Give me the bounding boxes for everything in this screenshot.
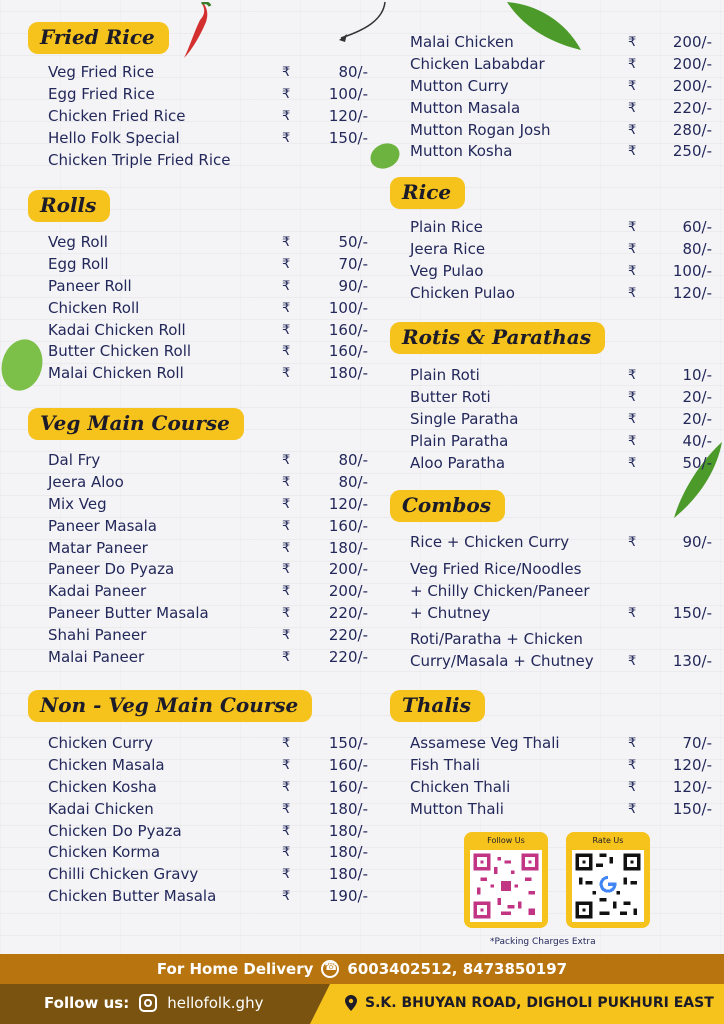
item-price: 100/-: [672, 261, 712, 280]
menu-item: [48, 84, 368, 106]
item-price: 80/-: [338, 472, 368, 491]
item-list: [390, 32, 712, 163]
menu-item: [410, 76, 712, 98]
item-name: Jeera Aloo: [48, 472, 124, 491]
item-price: 120/-: [672, 283, 712, 302]
currency-symbol: ₹: [282, 779, 291, 795]
menu-item: [410, 559, 712, 625]
item-name: Chicken Thali: [410, 777, 511, 796]
item-price: 180/-: [328, 843, 368, 862]
item-price: 220/-: [328, 626, 368, 645]
item-name: Egg Fried Rice: [48, 84, 155, 103]
menu-item: [410, 120, 712, 142]
currency-symbol: ₹: [282, 736, 291, 751]
currency-symbol: ₹: [282, 108, 291, 124]
item-name: Fish Thali: [410, 755, 480, 774]
item-price: 70/-: [338, 254, 368, 273]
item-price: 130/-: [672, 651, 712, 670]
currency-symbol: ₹: [282, 518, 291, 534]
delivery-phones[interactable]: 6003402512, 8473850197: [347, 960, 568, 978]
menu-item: [410, 733, 712, 755]
item-price: 200/-: [328, 582, 368, 601]
item-name: Paneer Masala: [48, 516, 157, 535]
location-pin-icon: [345, 995, 357, 1011]
currency-symbol: ₹: [628, 433, 637, 449]
menu-item: [410, 365, 712, 387]
menu-item: [410, 261, 712, 283]
menu-item: [410, 32, 712, 54]
menu-item: [48, 450, 368, 472]
item-price: 160/-: [328, 516, 368, 535]
item-list: [390, 217, 712, 305]
item-price: 120/-: [328, 106, 368, 125]
section-rolls: [28, 190, 368, 385]
menu-item: [410, 283, 712, 305]
currency-symbol: ₹: [628, 779, 637, 795]
item-price: 120/-: [672, 755, 712, 774]
address-text: S.K. BHUYAN ROAD, DIGHOLI PUKHURI EAST: [365, 995, 714, 1011]
item-price: 80/-: [338, 451, 368, 469]
currency-symbol: ₹: [282, 562, 291, 578]
item-price: 150/-: [328, 734, 368, 752]
item-price: 200/-: [672, 76, 712, 95]
menu-item: [48, 106, 368, 128]
section-title: Veg Main Course: [28, 408, 244, 440]
item-price: 100/-: [328, 84, 368, 103]
currency-symbol: ₹: [282, 496, 291, 512]
menu-item: [48, 842, 368, 864]
menu-item: [48, 603, 368, 625]
menu-item: [410, 239, 712, 261]
menu-item: [48, 625, 368, 647]
menu-item: [48, 864, 368, 886]
currency-symbol: ₹: [282, 584, 291, 600]
currency-symbol: ₹: [628, 122, 637, 138]
menu-item: [410, 387, 712, 409]
item-name: Paneer Do Pyaza: [48, 560, 175, 579]
menu-item: [410, 217, 712, 239]
currency-symbol: ₹: [282, 256, 291, 272]
item-name: Chicken Do Pyaza: [48, 821, 182, 840]
item-name: Malai Chicken: [410, 33, 514, 51]
phone-icon: [321, 960, 339, 978]
qr-caption: Follow Us: [487, 836, 525, 845]
item-price: 180/-: [328, 364, 368, 383]
currency-symbol: ₹: [628, 35, 637, 50]
section-title: Fried Rice: [28, 22, 169, 54]
delivery-bar: [0, 954, 724, 984]
item-price: 90/-: [682, 533, 712, 551]
item-name: Mutton Masala: [410, 98, 521, 117]
item-name: Egg Roll: [48, 254, 109, 273]
menu-item: [48, 733, 368, 755]
currency-symbol: ₹: [628, 605, 637, 621]
item-name: Mutton Rogan Josh: [410, 120, 551, 139]
currency-symbol: ₹: [628, 736, 637, 751]
menu-item: [410, 141, 712, 163]
section-title: Rotis & Parathas: [390, 322, 605, 354]
currency-symbol: ₹: [282, 801, 291, 817]
menu-item: [410, 532, 712, 554]
google-rating-qr-card[interactable]: [566, 832, 650, 928]
item-name: Assamese Veg Thali: [410, 734, 560, 752]
menu-item: [410, 777, 712, 799]
menu-item: [48, 150, 358, 172]
currency-symbol: ₹: [628, 100, 637, 116]
item-name: Aloo Paratha: [410, 453, 506, 472]
currency-symbol: ₹: [628, 801, 637, 817]
qr-caption: Rate Us: [592, 836, 624, 845]
item-price: 50/-: [682, 453, 712, 472]
menu-item: [410, 755, 712, 777]
instagram-qr-card[interactable]: [464, 832, 548, 928]
item-price: 80/-: [338, 63, 368, 81]
menu-item: [48, 516, 368, 538]
menu-item: [410, 799, 712, 821]
currency-symbol: ₹: [282, 366, 291, 382]
item-price: 250/-: [672, 142, 712, 161]
item-list: [390, 733, 712, 821]
currency-symbol: ₹: [628, 535, 637, 550]
item-price: 200/-: [672, 54, 712, 73]
item-name: Chicken Triple Fried Rice: [48, 150, 231, 169]
menu-item: [48, 128, 368, 150]
item-price: 280/-: [672, 120, 712, 139]
item-name: Malai Chicken Roll: [48, 364, 184, 383]
item-name: Plain Roti: [410, 366, 480, 384]
section-veg-main-course: [28, 408, 368, 669]
section-thalis: [390, 690, 712, 821]
item-price: 150/-: [672, 799, 712, 818]
packing-charges-note: *Packing Charges Extra: [490, 937, 596, 947]
item-name: Chicken Curry: [48, 734, 153, 752]
currency-symbol: ₹: [628, 757, 637, 773]
menu-item: [48, 799, 368, 821]
item-name: Plain Paratha: [410, 431, 509, 450]
item-price: 220/-: [328, 648, 368, 667]
follow-label: Follow us:: [44, 994, 130, 1012]
currency-symbol: ₹: [628, 78, 637, 94]
item-price: 160/-: [328, 755, 368, 774]
social-follow: [44, 994, 263, 1012]
item-price: 150/-: [672, 603, 712, 622]
item-name: Paneer Roll: [48, 276, 132, 295]
menu-item: [410, 629, 712, 673]
item-name-line: + Chutney: [410, 603, 491, 622]
currency-symbol: ₹: [282, 867, 291, 883]
item-name: Matar Paneer: [48, 538, 148, 557]
item-name: Chicken Kosha: [48, 777, 157, 796]
item-name: Butter Roti: [410, 387, 491, 406]
item-price: 90/-: [338, 276, 368, 295]
section-fried-rice: [28, 22, 368, 171]
menu-item: [410, 453, 712, 475]
menu-item: [410, 431, 712, 453]
item-name: Single Paratha: [410, 409, 519, 428]
item-name: Rice + Chicken Curry: [410, 533, 570, 551]
item-name: Plain Rice: [410, 218, 483, 236]
item-list: [28, 450, 368, 669]
item-name: Kadai Chicken Roll: [48, 320, 186, 339]
currency-symbol: ₹: [282, 300, 291, 316]
item-price: 180/-: [328, 865, 368, 884]
item-price: 220/-: [672, 98, 712, 117]
currency-symbol: ₹: [282, 845, 291, 861]
item-name: Mutton Kosha: [410, 142, 513, 161]
item-name: Malai Paneer: [48, 648, 145, 667]
instagram-qr-code-icon: [470, 850, 542, 922]
menu-item: [48, 494, 368, 516]
item-price: 70/-: [682, 734, 712, 752]
section-non-veg-continued: [390, 32, 712, 163]
currency-symbol: ₹: [282, 86, 291, 102]
currency-symbol: ₹: [628, 389, 637, 405]
menu-item: [48, 559, 368, 581]
section-combos: [390, 490, 712, 673]
menu-item: [48, 276, 368, 298]
item-name: Chilli Chicken Gravy: [48, 865, 199, 884]
section-title: Rolls: [28, 190, 110, 222]
item-price: 220/-: [328, 604, 368, 623]
currency-symbol: ₹: [628, 653, 637, 669]
section-title: Combos: [390, 490, 505, 522]
item-name: Hello Folk Special: [48, 128, 180, 147]
item-name: Shahi Paneer: [48, 626, 147, 645]
item-price: 160/-: [328, 777, 368, 796]
item-price: 180/-: [328, 821, 368, 840]
menu-item: [48, 755, 368, 777]
currency-symbol: ₹: [282, 130, 291, 146]
menu-item: [48, 886, 368, 908]
menu-item: [48, 232, 368, 254]
currency-symbol: ₹: [628, 285, 637, 301]
currency-symbol: ₹: [282, 823, 291, 839]
currency-symbol: ₹: [628, 455, 637, 471]
item-price: 160/-: [328, 342, 368, 361]
menu-item: [48, 538, 368, 560]
item-list: [28, 733, 368, 908]
currency-symbol: ₹: [282, 453, 291, 468]
currency-symbol: ₹: [282, 889, 291, 905]
item-name: Paneer Butter Masala: [48, 604, 209, 623]
menu-item: [410, 54, 712, 76]
menu-item: [48, 821, 368, 843]
menu-item: [48, 341, 368, 363]
item-name-line: Roti/Paratha + Chicken: [410, 629, 583, 648]
section-title: Thalis: [390, 690, 485, 722]
menu-item: [410, 409, 712, 431]
item-name: Mutton Curry: [410, 76, 509, 95]
item-price: 80/-: [682, 239, 712, 258]
currency-symbol: ₹: [282, 474, 291, 490]
item-name-line: Curry/Masala + Chutney: [410, 651, 594, 670]
item-name-line: + Chilly Chicken/Paneer: [410, 581, 590, 600]
item-name: Veg Roll: [48, 233, 108, 251]
item-price: 120/-: [328, 494, 368, 513]
item-price: 50/-: [338, 233, 368, 251]
section-rotis-parathas: [390, 322, 712, 474]
currency-symbol: ₹: [282, 650, 291, 666]
currency-symbol: ₹: [282, 540, 291, 556]
item-price: 100/-: [328, 298, 368, 317]
currency-symbol: ₹: [282, 322, 291, 338]
item-name: Butter Chicken Roll: [48, 342, 192, 361]
item-name: Mix Veg: [48, 494, 107, 513]
item-name: Jeera Rice: [410, 239, 486, 258]
currency-symbol: ₹: [628, 411, 637, 427]
google-qr-code-icon: [572, 850, 644, 922]
item-list: [390, 532, 712, 673]
item-name: Dal Fry: [48, 451, 101, 469]
currency-symbol: ₹: [628, 263, 637, 279]
item-name: Mutton Thali: [410, 799, 504, 818]
currency-symbol: ₹: [282, 606, 291, 622]
item-name: Chicken Korma: [48, 843, 161, 862]
item-price: 180/-: [328, 538, 368, 557]
currency-symbol: ₹: [628, 241, 637, 257]
item-price: 20/-: [682, 387, 712, 406]
menu-item: [48, 647, 368, 669]
item-name: Veg Fried Rice: [48, 63, 155, 81]
item-price: 120/-: [672, 777, 712, 796]
item-price: 10/-: [682, 366, 712, 384]
section-non-veg-main-course: [28, 690, 368, 908]
currency-symbol: ₹: [628, 220, 637, 235]
item-name-line: Veg Fried Rice/Noodles: [410, 559, 582, 578]
menu-item: [48, 472, 368, 494]
item-price: 150/-: [328, 128, 368, 147]
delivery-label: For Home Delivery: [156, 960, 314, 978]
item-name: Chicken Pulao: [410, 283, 515, 302]
menu-item: [48, 62, 368, 84]
item-name: Chicken Lababdar: [410, 54, 545, 73]
item-name: Veg Pulao: [410, 261, 484, 280]
currency-symbol: ₹: [282, 628, 291, 644]
address: [345, 995, 714, 1011]
item-price: 190/-: [328, 887, 368, 906]
menu-item: [48, 777, 368, 799]
currency-symbol: ₹: [628, 144, 637, 160]
item-name: Kadai Paneer: [48, 582, 147, 601]
item-price: 60/-: [682, 218, 712, 236]
section-rice: [390, 177, 712, 305]
currency-symbol: ₹: [628, 56, 637, 72]
currency-symbol: ₹: [628, 368, 637, 383]
item-price: 200/-: [672, 33, 712, 51]
currency-symbol: ₹: [282, 235, 291, 250]
footer-info-bar: [0, 984, 724, 1024]
item-list: [390, 365, 712, 474]
item-price: 200/-: [328, 560, 368, 579]
instagram-handle[interactable]: hellofolk.ghy: [167, 994, 264, 1012]
menu-item: [48, 363, 368, 385]
item-price: 40/-: [682, 431, 712, 450]
item-name: Chicken Fried Rice: [48, 106, 186, 125]
currency-symbol: ₹: [282, 278, 291, 294]
item-price: 20/-: [682, 409, 712, 428]
item-name: Chicken Roll: [48, 298, 140, 317]
item-price: 180/-: [328, 799, 368, 818]
item-list: [28, 232, 368, 385]
item-name: Kadai Chicken: [48, 799, 154, 818]
section-title: Non - Veg Main Course: [28, 690, 312, 722]
currency-symbol: ₹: [282, 65, 291, 80]
item-name: Chicken Butter Masala: [48, 887, 217, 906]
section-title: Rice: [390, 177, 465, 209]
item-price: 160/-: [328, 320, 368, 339]
currency-symbol: ₹: [282, 757, 291, 773]
menu-item: [48, 298, 368, 320]
currency-symbol: ₹: [282, 344, 291, 360]
item-name: Chicken Masala: [48, 755, 165, 774]
menu-item: [48, 254, 368, 276]
menu-item: [48, 581, 368, 603]
item-list: [28, 62, 368, 171]
menu-item: [410, 98, 712, 120]
menu-item: [48, 320, 368, 342]
instagram-icon: [139, 994, 157, 1012]
